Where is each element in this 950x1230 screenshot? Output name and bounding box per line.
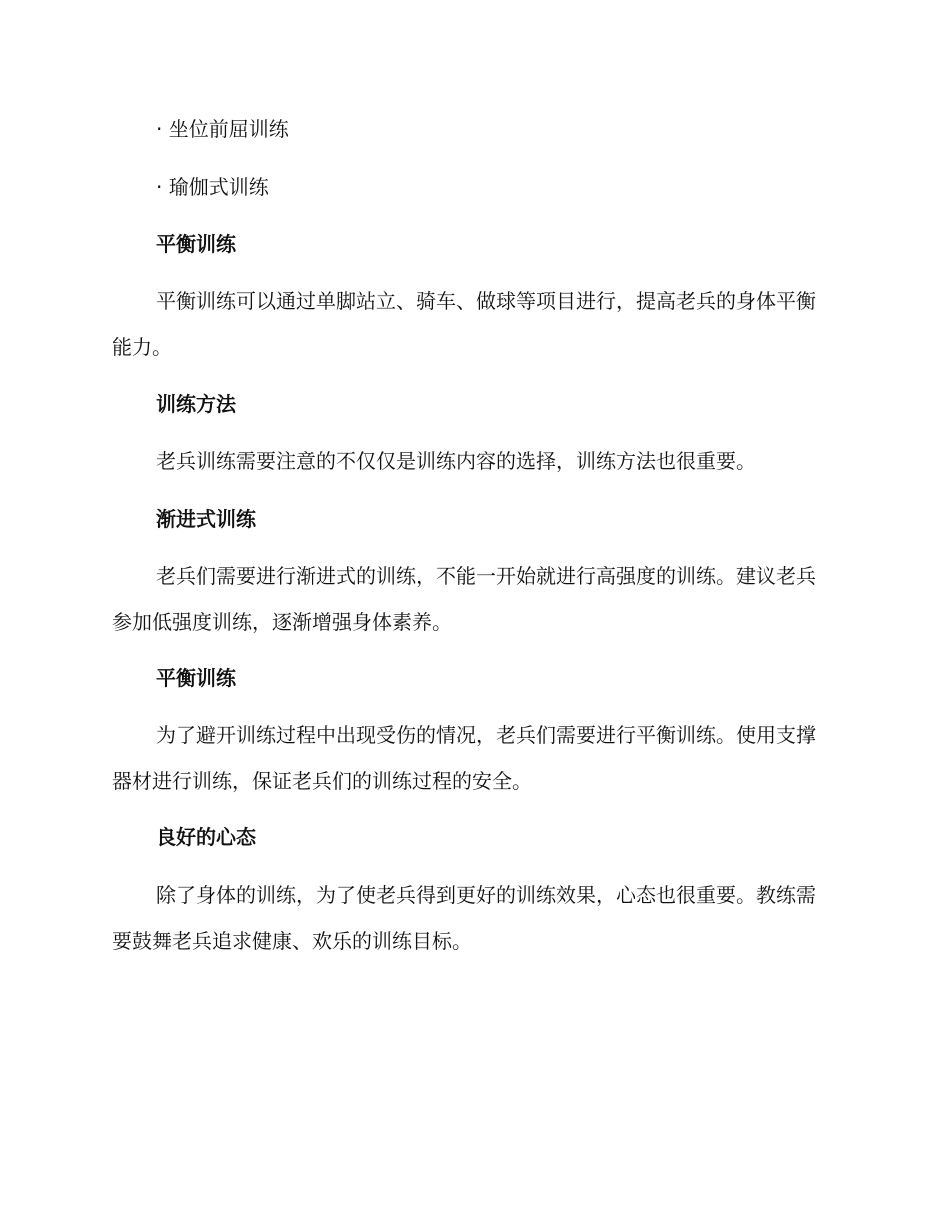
list-item: · 瑜伽式训练 [156, 175, 269, 199]
section-heading: 渐进式训练 [156, 507, 256, 531]
paragraph: 老兵们需要进行渐进式的训练，不能一开始就进行高强度的训练。建议老兵参加低强度训练，逐渐增强身体素养。 [112, 564, 816, 634]
section-heading: 训练方法 [156, 392, 236, 416]
paragraph: 为了避开训练过程中出现受伤的情况，老兵们需要进行平衡训练。使用支撑器材进行训练，保证老兵们的训练过程的安全。 [112, 723, 816, 793]
section-heading: 平衡训练 [156, 666, 236, 690]
paragraph: 老兵训练需要注意的不仅仅是训练内容的选择，训练方法也很重要。 [156, 449, 756, 473]
paragraph: 平衡训练可以通过单脚站立、骑车、做球等项目进行，提高老兵的身体平衡能力。 [112, 289, 816, 359]
paragraph: 除了身体的训练，为了使老兵得到更好的训练效果，心态也很重要。教练需要鼓舞老兵追求健康、欢乐的训练目标。 [112, 883, 816, 953]
section-heading: 平衡训练 [156, 232, 236, 256]
section-heading: 良好的心态 [156, 825, 256, 849]
list-item: · 坐位前屈训练 [156, 117, 289, 141]
